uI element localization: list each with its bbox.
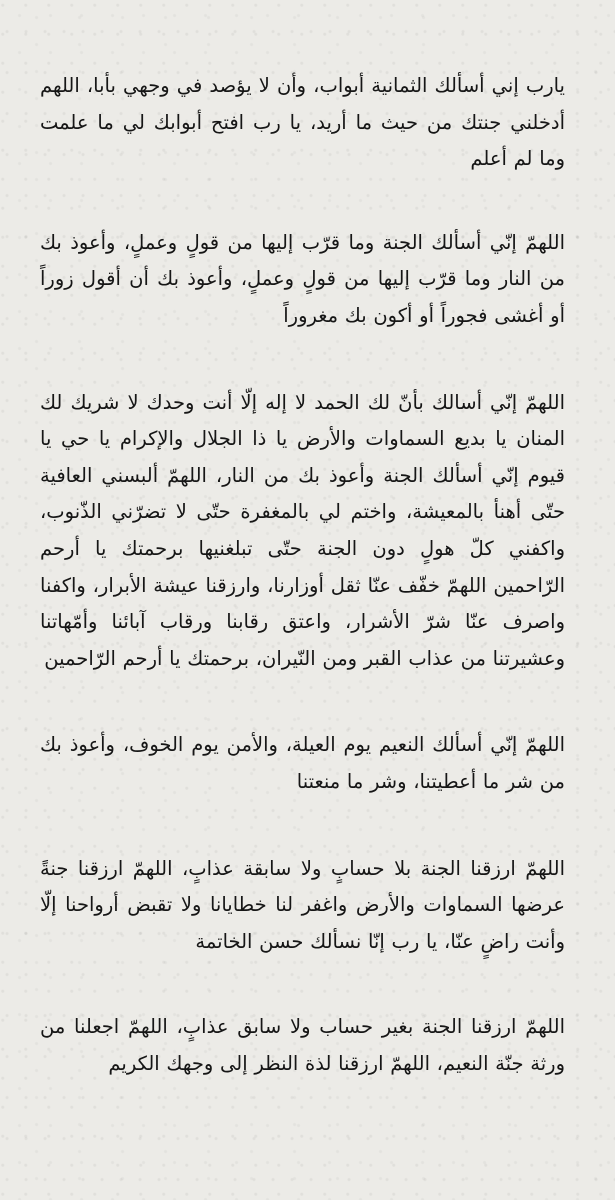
dua-paragraph-paradise-words-deeds: اللهمّ إنّي أسألك الجنة وما قرّب إليها من قولٍ وعملٍ، وأعوذ بك من النار وما قرّب إليها من قولٍ وعملٍ، وأعوذ بك أن أقول زوراً أو أغشى فجوراً أو أكون بك مغروراً	[40, 230, 565, 327]
dua-paragraph-gardens-of-bliss: اللهمّ ارزقنا الجنة بغير حساب ولا سابق عذابٍ، اللهمّ اجعلنا من ورثة جنّة النعيم، اللهمّ ارزقنا لذة النظر إلى وجهك الكريم	[40, 1015, 565, 1075]
dua-paragraph-praise-and-mercy: اللهمّ إنّي أسالك بأنّ لك الحمد لا إله إلّا أنت وحدك لا شريك لك المنان يا بديع السماوات والأرض يا ذا الجلال والإكرام يا حي يا قيوم إنّي أسألك الجنة وأعوذ بك من النار، اللهمّ ألبسني العافية حتّى أهنأ بالمعيشة، واختم لي بالمغفرة حتّى لا تضرّني الذّنوب، واكفني كلّ هولٍ دون الجنة حتّى تبلغنيها برحمتك يا أرحم الرّاحمين اللهمّ خفّف عنّا ثقل أوزارنا، وارزقنا عيشة الأبرار، واكفنا واصرف عنّا شرّ الأشرار، واعتق رقابنا ورقاب آبائنا وأمّهاتنا وعشيرتنا من عذاب القبر ومن النّيران، برحمتك يا أرحم الرّاحمين	[40, 390, 565, 670]
dua-paragraph-bliss-and-safety: اللهمّ إنّي أسألك النعيم يوم العيلة، والأمن يوم الخوف، وأعوذ بك من شر ما أعطيتنا، وشر ما منعتنا	[40, 733, 565, 793]
dua-paragraph-eight-gates: يارب إني أسألك الثمانية أبواب، وأن لا يؤصد في وجهي بأبا، اللهم أدخلني جنتك من حيث ما أريد، يا رب افتح أبوابك لي ما علمت وما لم أعلم	[40, 74, 565, 171]
dua-paragraph-paradise-without-reckoning: اللهمّ ارزقنا الجنة بلا حسابٍ ولا سابقة عذابٍ، اللهمّ ارزقنا جنةً عرضها السماوات والأرض واغفر لنا خطايانا ولا تقبض أرواحنا إلّا وأنت راضٍ عنّا، يا رب إنّا نسألك حسن الخاتمة	[40, 856, 565, 953]
